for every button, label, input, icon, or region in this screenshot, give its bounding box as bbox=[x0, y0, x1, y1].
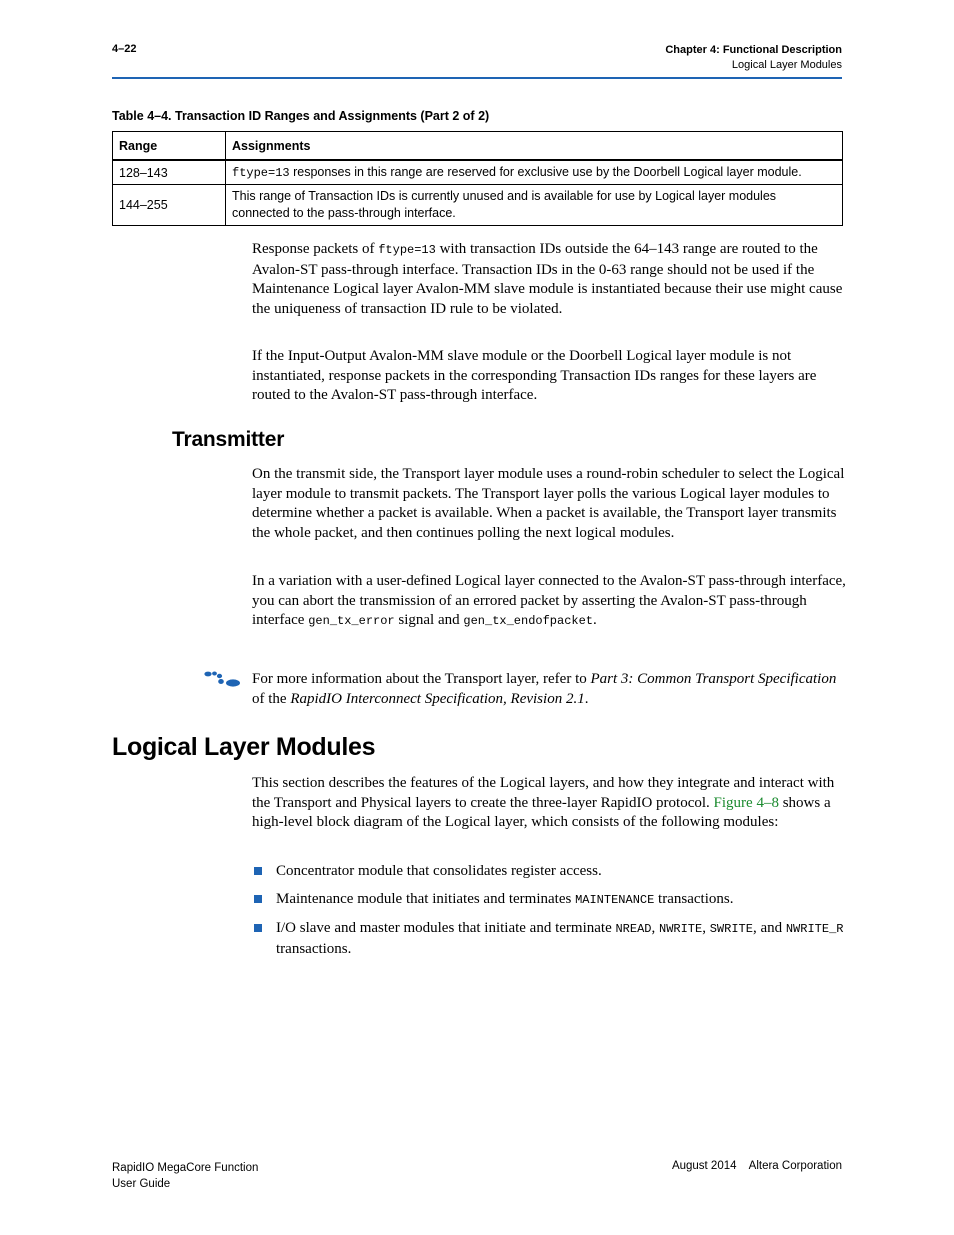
transaction-id-table bbox=[112, 131, 843, 226]
bullet-icon bbox=[254, 895, 262, 903]
chapter-title: Chapter 4: Functional Description bbox=[665, 44, 842, 56]
code-text: ftype=13 bbox=[378, 243, 436, 257]
cell-text: responses in this range are reserved for exclusive use by the Doorbell Logical layer module. bbox=[289, 165, 802, 179]
code-text: NWRITE_R bbox=[785, 922, 844, 936]
table-cell-range: 144–255 bbox=[113, 185, 226, 226]
figure-link[interactable]: Figure 4–8 bbox=[713, 794, 779, 811]
footprints-icon bbox=[202, 670, 242, 688]
bullet-icon bbox=[254, 867, 262, 875]
header-rule bbox=[112, 77, 842, 79]
text: . bbox=[593, 612, 597, 628]
table-cell-assignment bbox=[226, 160, 843, 185]
table-cell-range: 128–143 bbox=[113, 160, 226, 185]
table-header-assignments: Assignments bbox=[226, 132, 843, 161]
table-header-range: Range bbox=[113, 132, 226, 161]
document-reference: Part 3: Common Transport Specification bbox=[590, 671, 837, 687]
code-text: MAINTENANCE bbox=[575, 893, 655, 907]
text: with transaction IDs outside the 64–143 range are routed to the Avalon-ST pass-through interface. Transaction IDs in the 0-63 range should not be used if the Maintenance Logical layer Avalon-MM slave module is instantiated because their use might cause the uniqueness of transaction ID rule to be violated. bbox=[252, 241, 843, 317]
footer-doc-type: User Guide bbox=[112, 1178, 171, 1190]
bullet-icon bbox=[254, 924, 262, 932]
page-number: 4–22 bbox=[112, 43, 137, 55]
text: For more information about the Transport layer, refer to bbox=[252, 671, 591, 687]
note-transport-layer bbox=[252, 670, 847, 709]
list-item-text: Maintenance module that initiates and terminates MAINTENANCE transactions. bbox=[276, 891, 734, 907]
paragraph-logical-intro bbox=[252, 774, 847, 833]
code-text: ftype=13 bbox=[232, 166, 290, 180]
paragraph-abort-transmission bbox=[252, 572, 847, 632]
text: . bbox=[584, 690, 589, 707]
heading-transmitter: Transmitter bbox=[172, 428, 285, 451]
text: In a variation with a user-defined Logical layer connected to the Avalon-ST pass-through interface, you can abort the transmission of an errored packet by asserting the Avalon-ST pass-through interface bbox=[252, 573, 846, 628]
code-text: NREAD bbox=[615, 922, 652, 936]
footer-left bbox=[112, 1160, 258, 1192]
running-header bbox=[665, 43, 842, 73]
footer-product: RapidIO MegaCore Function bbox=[112, 1162, 259, 1174]
text: This section describes the features of the Logical layers, and how they integrate and interact with the Transport and Physical layers to create the three-layer RapidIO protocol. bbox=[252, 775, 835, 811]
text: Response packets of bbox=[252, 241, 379, 257]
list-item-text: I/O slave and master modules that initiate and terminate NREAD, NWRITE, SWRITE, and NWRITE_R transactions. bbox=[276, 920, 844, 957]
code-text: gen_tx_endofpacket bbox=[463, 614, 594, 628]
section-title: Logical Layer Modules bbox=[731, 59, 842, 71]
table-row bbox=[113, 185, 843, 226]
text: shows a high-level block diagram of the Logical layer, which consists of the following modules: bbox=[252, 794, 831, 830]
list-item-text: Concentrator module that consolidates register access. bbox=[276, 863, 602, 879]
code-text: gen_tx_error bbox=[308, 614, 395, 628]
paragraph-not-instantiated: If the Input-Output Avalon-MM slave module or the Doorbell Logical layer module is not instantiated, response packets in the corresponding Transaction IDs ranges for these layers are routed to the Avalon-ST pass-through interface. bbox=[252, 348, 817, 403]
text: of the bbox=[252, 690, 291, 707]
document-reference: RapidIO Interconnect Specification, Revision 2.1 bbox=[290, 690, 585, 707]
paragraph-response-packets bbox=[252, 240, 847, 319]
heading-logical-layer-modules: Logical Layer Modules bbox=[112, 733, 376, 761]
table-cell-assignment: This range of Transaction IDs is currently unused and is available for use by Logical layer modules connected to the pass-through interface. bbox=[226, 185, 843, 226]
footer-right: August 2014 Altera Corporation bbox=[671, 1160, 842, 1172]
table-header-row bbox=[113, 132, 843, 161]
code-text: NWRITE bbox=[659, 922, 703, 936]
code-text: SWRITE bbox=[709, 922, 753, 936]
paragraph-transmit-side: On the transmit side, the Transport layer module uses a round-robin scheduler to select the Logical layer module to transmit packets. The Transport layer polls the various Logical layer modules to determine whether a packet is available. When a packet is available, the Transport layer transmits the whole packet, and then continues polling the next logical modules. bbox=[252, 466, 845, 541]
table-row bbox=[113, 160, 843, 185]
table-caption: Table 4–4. Transaction ID Ranges and Assignments (Part 2 of 2) bbox=[112, 109, 490, 123]
text: signal and bbox=[394, 612, 464, 628]
